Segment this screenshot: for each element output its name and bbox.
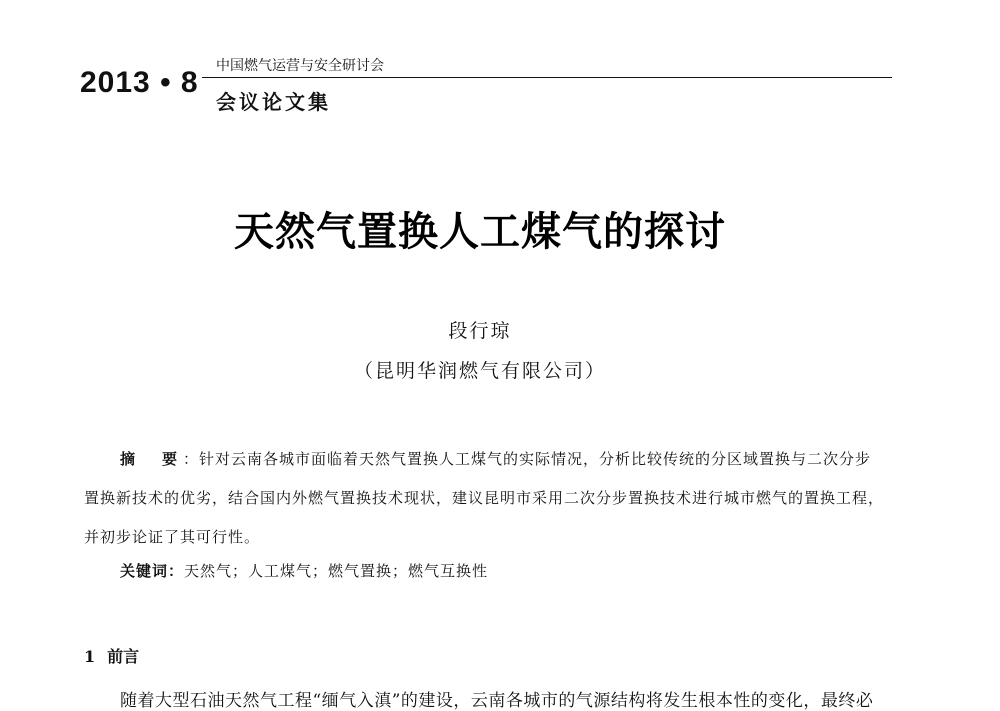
author-affiliation: （昆明华润燃气有限公司） — [353, 360, 606, 382]
author-name: 段行琼 — [448, 320, 512, 342]
keywords-label: 关键词 — [120, 562, 169, 580]
conference-name: 中国燃气运营与安全研讨会 — [216, 58, 384, 74]
paper-title: 天然气置换人工煤气的探讨 — [234, 208, 726, 255]
section-heading — [84, 644, 139, 667]
keywords — [120, 560, 488, 581]
abstract-label: 摘 要 — [120, 450, 184, 468]
header-rule — [202, 77, 892, 78]
abstract — [84, 440, 886, 557]
body-paragraph: 随着大型石油天然气工程“缅气入滇”的建设，云南各城市的气源结构将发生根本性的变化，最终必 — [120, 691, 874, 711]
section-title: 前言 — [107, 647, 140, 666]
abstract-colon: ： — [183, 450, 200, 468]
section-number: 1 — [84, 647, 96, 666]
keywords-colon: ： — [168, 562, 185, 580]
keywords-text: 天然气；人工煤气；燃气置换；燃气互换性 — [184, 562, 489, 580]
collection-name: 会议论文集 — [216, 90, 331, 114]
issue-date: 2013 • 8 — [80, 66, 199, 99]
abstract-text: 针对云南各城市面临着天然气置换人工煤气的实际情况，分析比较传统的分区域置换与二次分步置换新技术的优劣，结合国内外燃气置换技术现状，建议昆明市采用二次分步置换技术进行城市燃气的置换工程，并初步论证了其可行性。 — [84, 450, 885, 546]
